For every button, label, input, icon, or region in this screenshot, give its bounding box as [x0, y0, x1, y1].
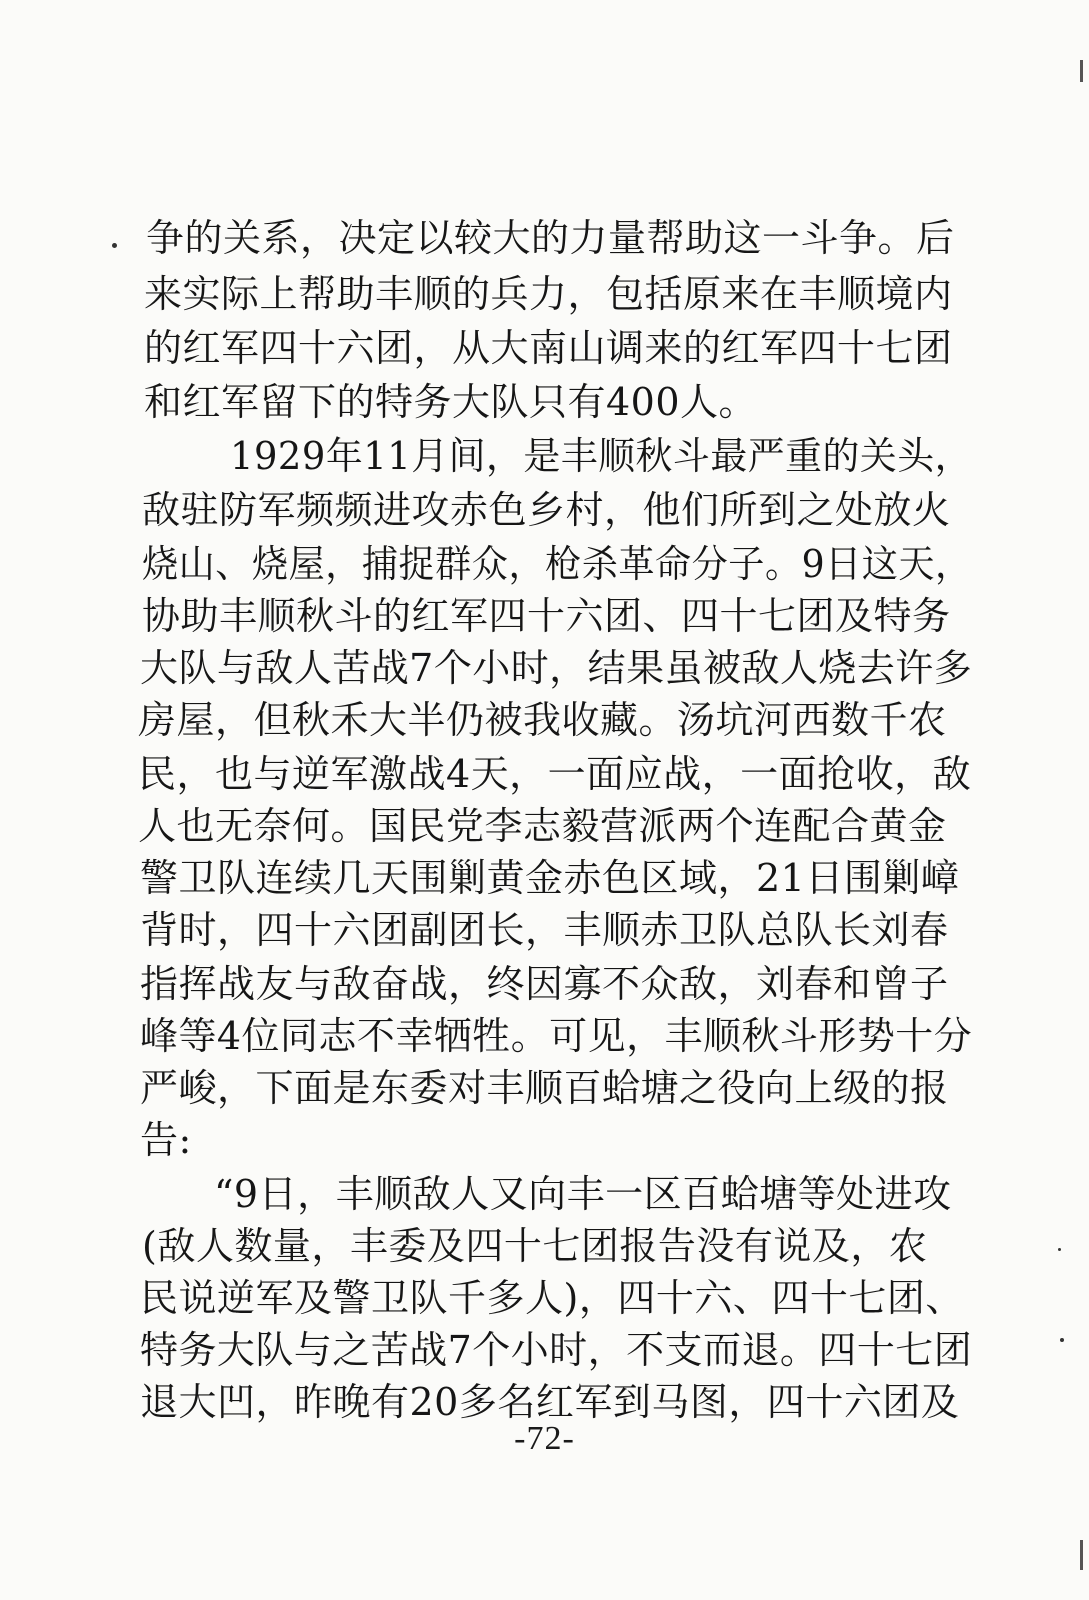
text-line: 1929年11月间，是丰顺秋斗最严重的关头， — [230, 434, 973, 478]
scan-speck — [1058, 1248, 1061, 1251]
text-line: 背时，四十六团副团长，丰顺赤卫队总队长刘春 — [140, 908, 949, 952]
text-line: 和红军留下的特务大队只有400人。 — [144, 380, 758, 424]
text-line: 人也无奈何。国民党李志毅营派两个连配合黄金 — [138, 804, 947, 848]
text-line: 退大凹，昨晚有20多名红军到马图，四十六团及 — [140, 1380, 960, 1424]
text-line: 大队与敌人苦战7个小时，结果虽被敌人烧去许多 — [140, 646, 973, 690]
scan-edge-mark — [1080, 1540, 1083, 1570]
text-line: 民，也与逆军激战4天，一面应战，一面抢收，敌 — [138, 752, 972, 796]
text-line: 特务大队与之苦战7个小时，不支而退。四十七团 — [140, 1328, 973, 1372]
text-line: (敌人数量，丰委及四十七团报告没有说及，农 — [142, 1224, 928, 1268]
text-line: 房屋，但秋禾大半仍被我收藏。汤坑河西数千农 — [138, 698, 947, 742]
text-line: 协助丰顺秋斗的红军四十六团、四十七团及特务 — [142, 594, 951, 638]
page-number: -72- — [514, 1420, 575, 1457]
text-line: 指挥战友与敌奋战，终因寡不众敌，刘春和曾子 — [140, 962, 949, 1006]
text-line: 来实际上帮助丰顺的兵力，包括原来在丰顺境内 — [144, 272, 953, 316]
scan-speck — [112, 243, 117, 248]
text-line: “9日，丰顺敌人又向丰一区百蛤塘等处进攻 — [214, 1172, 952, 1216]
text-line: 峰等4位同志不幸牺牲。可见，丰顺秋斗形势十分 — [140, 1014, 973, 1058]
text-line: 烧山、烧屋，捕捉群众，枪杀革命分子。9日这天， — [142, 542, 972, 586]
scan-edge-mark — [1080, 60, 1083, 82]
text-line: 争的关系，决定以较大的力量帮助这一斗争。后 — [146, 216, 955, 260]
text-line: 敌驻防军频频进攻赤色乡村，他们所到之处放火 — [142, 488, 951, 532]
text-line: 的红军四十六团，从大南山调来的红军四十七团 — [144, 326, 953, 370]
text-line: 警卫队连续几天围剿黄金赤色区域，21日围剿嶂 — [140, 856, 960, 900]
text-line: 严峻，下面是东委对丰顺百蛤塘之役向上级的报 — [140, 1066, 949, 1110]
scan-speck — [1060, 1338, 1064, 1342]
text-line: 告: — [140, 1118, 192, 1162]
text-line: 民说逆军及警卫队千多人)，四十六、四十七团、 — [140, 1276, 964, 1320]
